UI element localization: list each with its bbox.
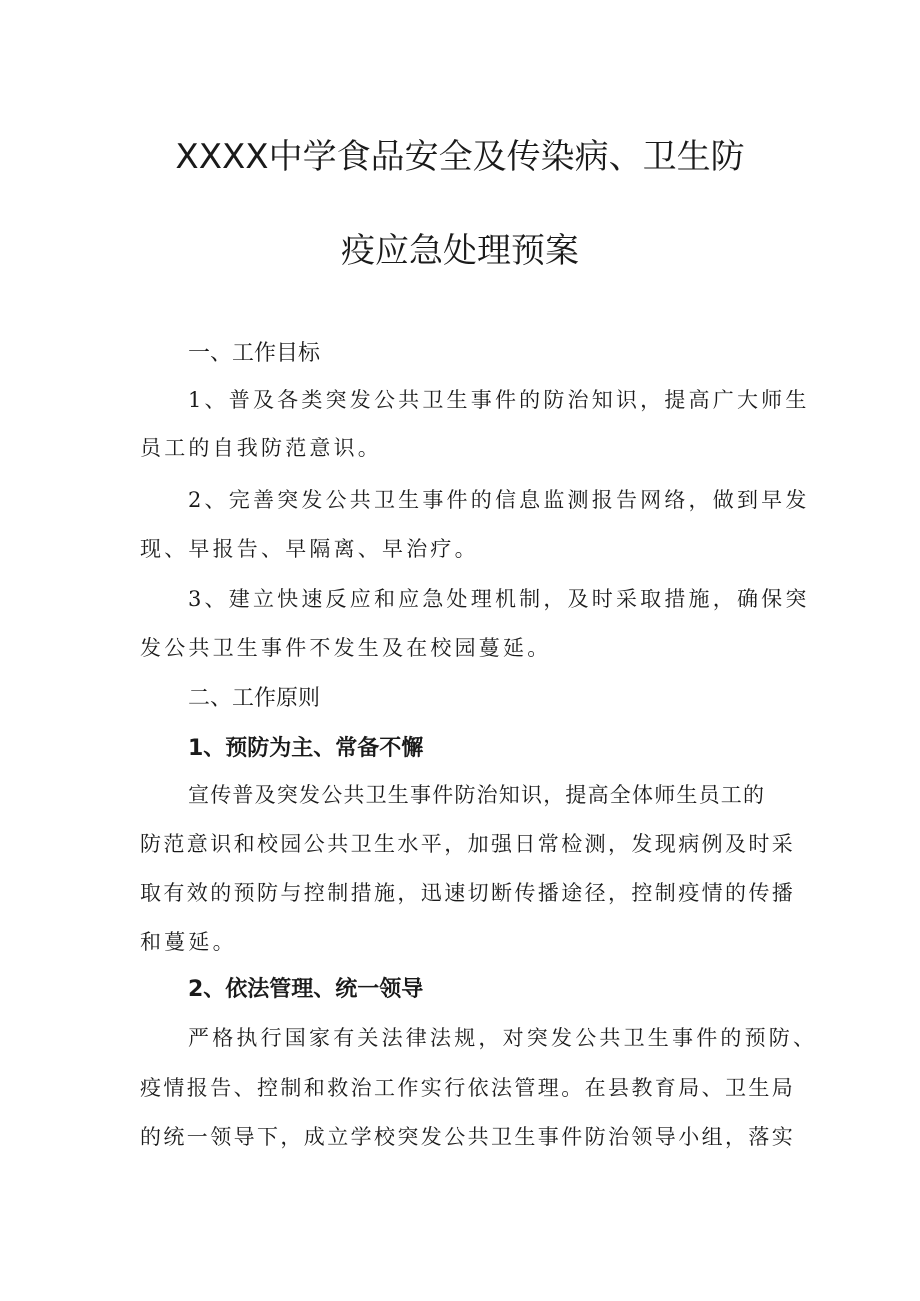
document-title-line-1: XXXX中学食品安全及传染病、卫生防 [175,137,745,177]
paragraph-line: 防范意识和校园公共卫生水平，加强日常检测，发现病例及时采 [140,832,796,856]
section-heading-principles: 二、工作原则 [188,686,321,711]
paragraph-line: 取有效的预防与控制措施，迅速切断传播途径，控制疫情的传播 [140,881,796,905]
paragraph-line: 宣传普及突发公共卫生事件防治知识，提高全体师生员工的 [188,783,766,807]
paragraph-line: 3、建立快速反应和应急处理机制，及时采取措施，确保突 [188,587,810,611]
subsection-heading-prevention: 1、预防为主、常备不懈 [188,736,424,761]
paragraph-line: 1、普及各类突发公共卫生事件的防治知识，提高广大师生 [188,388,810,412]
paragraph-line: 严格执行国家有关法律法规，对突发公共卫生事件的预防、 [188,1026,818,1050]
subsection-heading-lawful-management: 2、依法管理、统一领导 [188,977,424,1002]
paragraph-line: 发公共卫生事件不发生及在校园蔓延。 [140,636,552,660]
paragraph-line: 现、早报告、早隔离、早治疗。 [140,537,479,561]
section-heading-goals: 一、工作目标 [188,341,321,366]
paragraph-line: 疫情报告、控制和救治工作实行依法管理。在县教育局、卫生局 [140,1076,796,1100]
paragraph-line: 和蔓延。 [140,930,237,954]
paragraph-line: 2、完善突发公共卫生事件的信息监测报告网络，做到早发 [188,488,810,512]
document-title-line-2: 疫应急处理预案 [341,231,579,271]
paragraph-line: 员工的自我防范意识。 [140,436,382,460]
paragraph-line: 的统一领导下，成立学校突发公共卫生事件防治领导小组，落实 [140,1125,796,1149]
